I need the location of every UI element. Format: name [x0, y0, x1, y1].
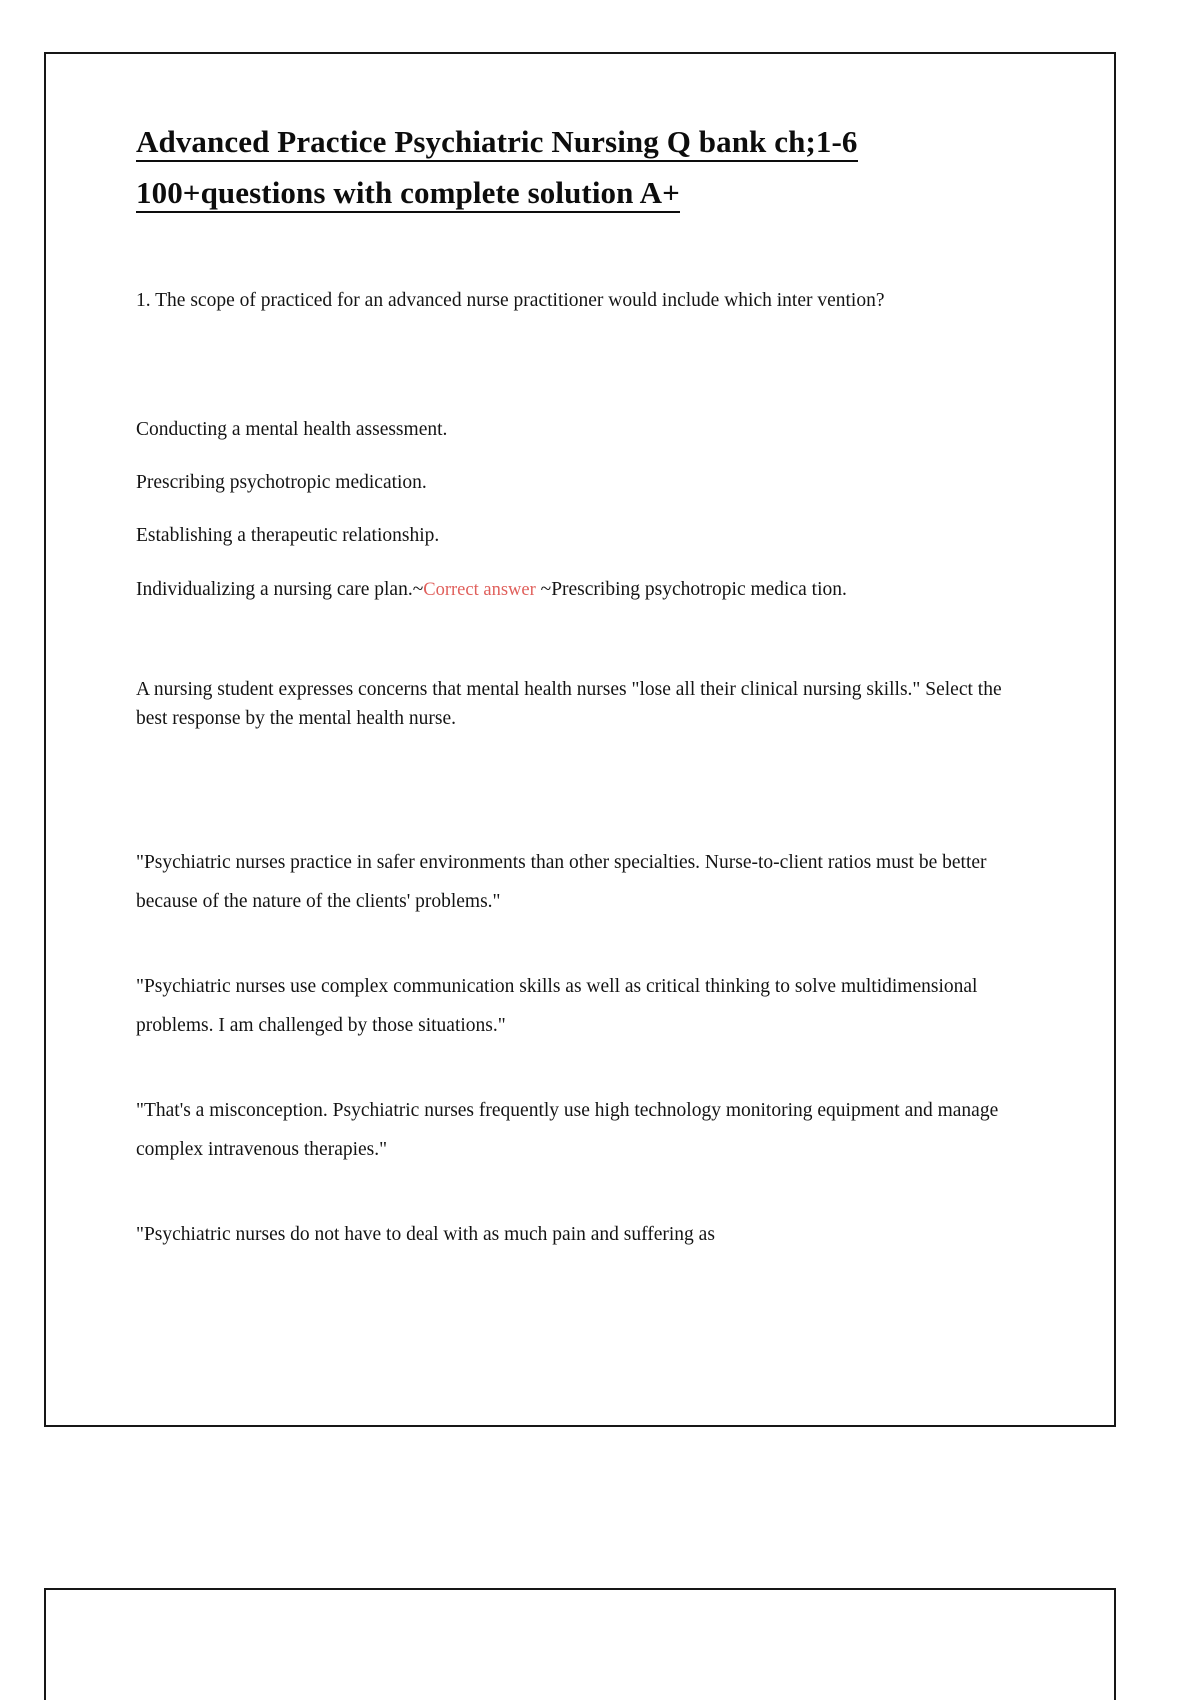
question-1-option-list [136, 416, 1006, 605]
spacer-after-question-1-stem [136, 316, 1006, 416]
question-1-option-1: Conducting a mental health assessment. [136, 418, 448, 440]
question-2-choice-1: "Psychiatric nurses practice in safer environments than other specialties. Nurse-to-client ratios must be better because of the nature of the clients' problems." [136, 852, 987, 913]
page-content [136, 120, 1006, 1254]
question-2-choice-4: "Psychiatric nurses do not have to deal with as much pain and suffering as [136, 1224, 715, 1246]
question-2-choice-3: "That's a misconception. Psychiatric nurses frequently use high technology monitoring equipment and manage complex intravenous therapies." [136, 1100, 999, 1161]
spacer-after-question-1 [136, 605, 1006, 675]
question-1-option-3: Establishing a therapeutic relationship. [136, 525, 440, 547]
page-title [136, 120, 1006, 215]
page-title-line-2-text: 100+questions with complete solution A+ [136, 175, 680, 213]
page-sheet [44, 52, 1116, 1427]
question-1-stem: 1. The scope of practiced for an advanced nurse practitioner would include which inter vention? [136, 290, 885, 312]
spacer-after-question-2-stem [136, 733, 1006, 843]
page-title-line-1 [136, 120, 1006, 164]
page-title-line-2 [136, 171, 1006, 215]
spacer-after-title [136, 215, 1006, 287]
question-1-answer-line [136, 576, 1004, 605]
question-2-choice-list [136, 843, 1006, 1254]
page-title-line-1-text: Advanced Practice Psychiatric Nursing Q bank ch;1-6 [136, 124, 858, 162]
question-1-answer-suffix: ~Prescribing psychotropic medica tion. [535, 578, 847, 600]
question-2-stem: A nursing student expresses concerns that mental health nurses "lose all their clinical nursing skills." Select the best response by the mental health nurse. [136, 678, 1002, 729]
next-page-sheet-edge [44, 1588, 1116, 1700]
question-2-choice-2: "Psychiatric nurses use complex communication skills as well as critical thinking to solve multidimensional problems. I am challenged by those situations." [136, 976, 978, 1037]
question-1-option-2: Prescribing psychotropic medication. [136, 472, 427, 494]
question-1-answer-prefix: Individualizing a nursing care plan.~ [136, 578, 424, 600]
correct-answer-label: Correct answer [423, 579, 536, 600]
